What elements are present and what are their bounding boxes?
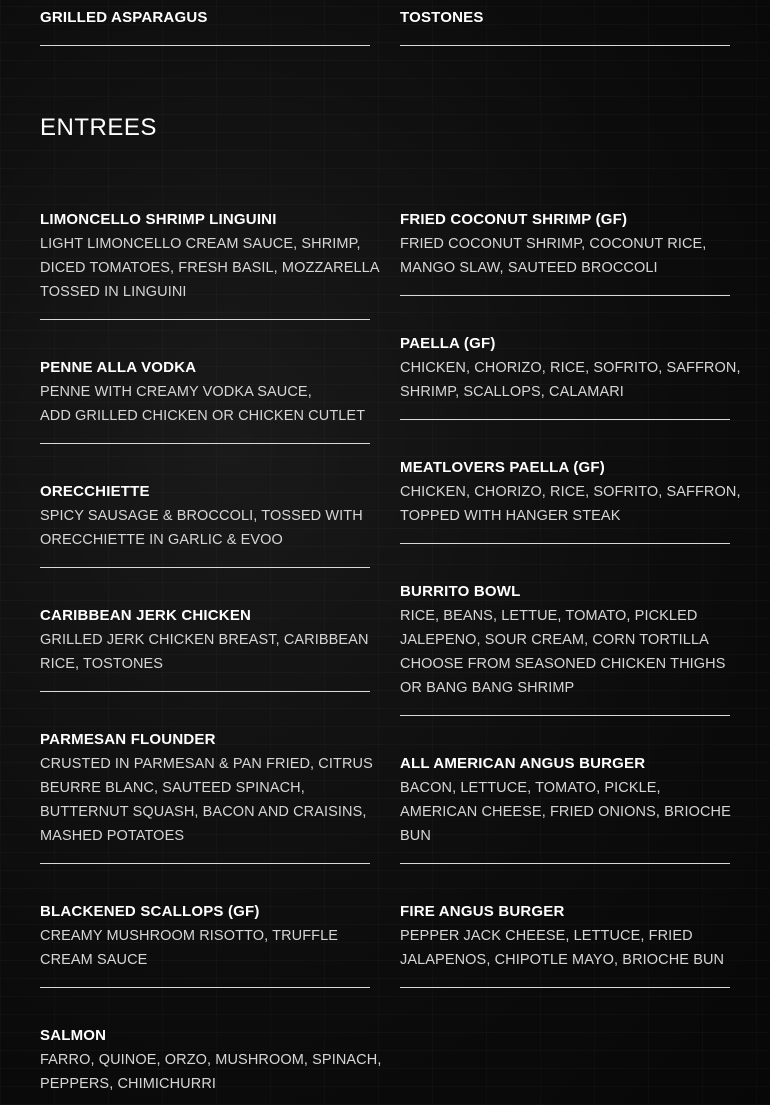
menu-item-description (40, 504, 370, 552)
menu-item-description (400, 232, 730, 280)
menu-item-name: GRILLED ASPARAGUS (40, 9, 208, 26)
menu-item-name: SALMON (40, 1027, 107, 1044)
description-line: SHRIMP, SCALLOPS, CALAMARI (400, 384, 624, 400)
menu-item-grilled-asparagus (40, 6, 370, 30)
menu-item-name: PAELLA (GF) (400, 335, 496, 352)
menu-item-penne-alla-vodka (40, 356, 370, 428)
menu-item-name: PARMESAN FLOUNDER (40, 731, 216, 748)
divider (40, 691, 370, 692)
menu-item-description (400, 604, 730, 700)
menu-item-orecchiette (40, 480, 370, 552)
menu-item-description (40, 380, 370, 428)
description-line: CRUSTED IN PARMESAN & PAN FRIED, CITRUS (40, 756, 373, 772)
description-line: AMERICAN CHEESE, FRIED ONIONS, BRIOCHE (400, 804, 731, 820)
description-line: LIGHT LIMONCELLO CREAM SAUCE, SHRIMP, (40, 236, 361, 252)
menu-item-fried-coconut-shrimp (400, 208, 730, 280)
description-line: MASHED POTATOES (40, 828, 185, 844)
description-line: ORECCHIETTE IN GARLIC & EVOO (40, 532, 283, 548)
menu-item-name: PENNE ALLA VODKA (40, 359, 197, 376)
menu-item-tostones (400, 6, 730, 30)
description-line: TOSSED IN LINGUINI (40, 284, 187, 300)
description-line: CHOOSE FROM SEASONED CHICKEN THIGHS (400, 656, 726, 672)
menu-item-description (40, 232, 380, 304)
menu-item-meatlovers-paella (400, 456, 741, 528)
menu-item-name: LIMONCELLO SHRIMP LINGUINI (40, 211, 277, 228)
menu-item-name: TOSTONES (400, 9, 484, 26)
menu-item-limoncello-shrimp-linguini (40, 208, 380, 304)
divider (400, 863, 730, 864)
menu-item-description (400, 480, 741, 528)
description-line: ADD GRILLED CHICKEN OR CHICKEN CUTLET (40, 408, 366, 424)
divider (40, 319, 370, 320)
description-line: RICE, BEANS, LETTUE, TOMATO, PICKLED (400, 608, 698, 624)
description-line: CHICKEN, CHORIZO, RICE, SOFRITO, SAFFRON, (400, 360, 741, 376)
description-line: JALAPENOS, CHIPOTLE MAYO, BRIOCHE BUN (400, 952, 725, 968)
description-line: GRILLED JERK CHICKEN BREAST, CARIBBEAN (40, 632, 369, 648)
description-line: RICE, TOSTONES (40, 656, 164, 672)
menu-item-caribbean-jerk-chicken (40, 604, 370, 676)
description-line: FRIED COCONUT SHRIMP, COCONUT RICE, (400, 236, 707, 252)
menu-item-name: FRIED COCONUT SHRIMP (GF) (400, 211, 628, 228)
description-line: PEPPER JACK CHEESE, LETTUCE, FRIED (400, 928, 693, 944)
description-line: BUTTERNUT SQUASH, BACON AND CRAISINS, (40, 804, 367, 820)
description-line: TOPPED WITH HANGER STEAK (400, 508, 621, 524)
divider (400, 45, 730, 46)
description-line: MANGO SLAW, SAUTEED BROCCOLI (400, 260, 658, 276)
menu-item-description (400, 776, 730, 848)
description-line: PEPPERS, CHIMICHURRI (40, 1076, 217, 1092)
menu-item-description (400, 356, 741, 404)
menu-item-fire-angus-burger (400, 900, 730, 972)
menu-item-description (40, 924, 370, 972)
divider (40, 443, 370, 444)
menu-item-salmon (40, 1024, 382, 1096)
description-line: BACON, LETTUCE, TOMATO, PICKLE, (400, 780, 661, 796)
divider (400, 715, 730, 716)
menu-item-description (40, 1048, 382, 1096)
menu-item-description (40, 752, 373, 848)
description-line: BUN (400, 828, 431, 844)
menu-item-description (400, 924, 730, 972)
description-line: BEURRE BLANC, SAUTEED SPINACH, (40, 780, 305, 796)
divider (40, 863, 370, 864)
section-title-entrees: ENTREES (40, 114, 157, 141)
description-line: PENNE WITH CREAMY VODKA SAUCE, (40, 384, 312, 400)
description-line: CREAM SAUCE (40, 952, 148, 968)
divider (400, 543, 730, 544)
description-line: JALEPENO, SOUR CREAM, CORN TORTILLA (400, 632, 709, 648)
menu-item-parmesan-flounder (40, 728, 373, 848)
description-line: DICED TOMATOES, FRESH BASIL, MOZZARELLA (40, 260, 380, 276)
menu-item-name: MEATLOVERS PAELLA (GF) (400, 459, 605, 476)
description-line: FARRO, QUINOE, ORZO, MUSHROOM, SPINACH, (40, 1052, 382, 1068)
divider (400, 987, 730, 988)
menu-item-name: CARIBBEAN JERK CHICKEN (40, 607, 252, 624)
menu-item-name: ORECCHIETTE (40, 483, 150, 500)
divider (400, 295, 730, 296)
divider (400, 419, 730, 420)
menu-item-paella (400, 332, 741, 404)
menu-item-name: BLACKENED SCALLOPS (GF) (40, 903, 260, 920)
menu-item-name: ALL AMERICAN ANGUS BURGER (400, 755, 646, 772)
description-line: OR BANG BANG SHRIMP (400, 680, 575, 696)
menu-item-blackened-scallops (40, 900, 370, 972)
menu-item-all-american-angus-burger (400, 752, 730, 848)
description-line: CREAMY MUSHROOM RISOTTO, TRUFFLE (40, 928, 339, 944)
divider (40, 45, 370, 46)
description-line: CHICKEN, CHORIZO, RICE, SOFRITO, SAFFRON, (400, 484, 741, 500)
menu-item-burrito-bowl (400, 580, 730, 700)
menu-item-name: FIRE ANGUS BURGER (400, 903, 565, 920)
description-line: SPICY SAUSAGE & BROCCOLI, TOSSED WITH (40, 508, 363, 524)
menu-item-name: BURRITO BOWL (400, 583, 521, 600)
divider (40, 987, 370, 988)
divider (40, 567, 370, 568)
menu-item-description (40, 628, 370, 676)
